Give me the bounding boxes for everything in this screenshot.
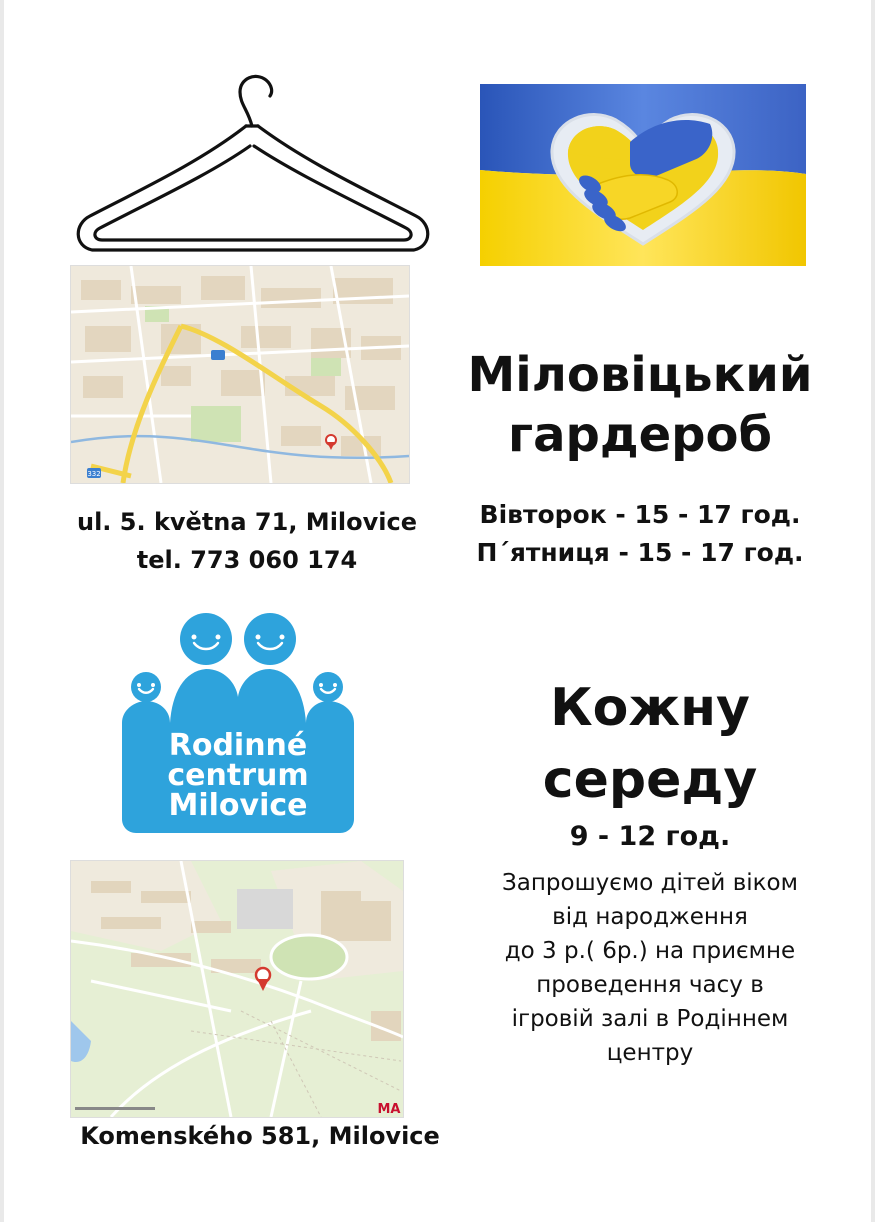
description-line: проведення часу в	[536, 972, 764, 998]
wardrobe-address: ul. 5. května 71, Milovice	[76, 508, 418, 536]
wardrobe-title-line1: Міловіцький	[467, 347, 813, 403]
family-center-description	[455, 866, 845, 1070]
description-line: Запрошуємо дітей віком	[502, 870, 798, 896]
map-wardrobe-location[interactable]	[70, 265, 410, 484]
wardrobe-phone: tel. 773 060 174	[136, 546, 358, 574]
family-center-hours: 9 - 12 год.	[569, 821, 731, 852]
wardrobe-title-line2: гардероб	[508, 407, 772, 463]
family-center-address: Komenského 581, Milovice	[80, 1122, 440, 1150]
description-line: центру	[606, 1040, 694, 1066]
description-line: до 3 р.( 6р.) на приємне	[504, 938, 796, 964]
map-brand-logo: MA	[377, 1102, 401, 1117]
description-line: ігровій залі в Родіннем	[511, 1006, 789, 1032]
schedule-line2: середу	[542, 750, 758, 810]
logo-text-line2: centrum	[167, 758, 309, 793]
schedule-line1: Кожну	[550, 678, 750, 738]
wardrobe-hours-friday: П´ятниця - 15 - 17 год.	[476, 538, 804, 567]
wardrobe-title	[440, 345, 840, 465]
clothes-hanger-icon	[70, 70, 435, 260]
wardrobe-hours	[440, 496, 840, 572]
logo-text-line1: Rodinné	[168, 728, 308, 763]
rodinne-centrum-logo	[122, 613, 354, 833]
description-line: від народження	[552, 904, 748, 930]
map-family-center-location[interactable]	[70, 860, 404, 1118]
wardrobe-hours-tuesday: Вівторок - 15 - 17 год.	[479, 500, 801, 529]
page-edge-right	[871, 0, 875, 1222]
page-edge-left	[0, 0, 4, 1222]
map-road-number: 332	[87, 470, 101, 478]
logo-text-line3: Milovice	[168, 788, 308, 823]
wardrobe-contact	[52, 503, 442, 579]
family-center-schedule-title	[500, 672, 800, 816]
ukraine-flag-heart-handshake-icon	[480, 84, 806, 266]
